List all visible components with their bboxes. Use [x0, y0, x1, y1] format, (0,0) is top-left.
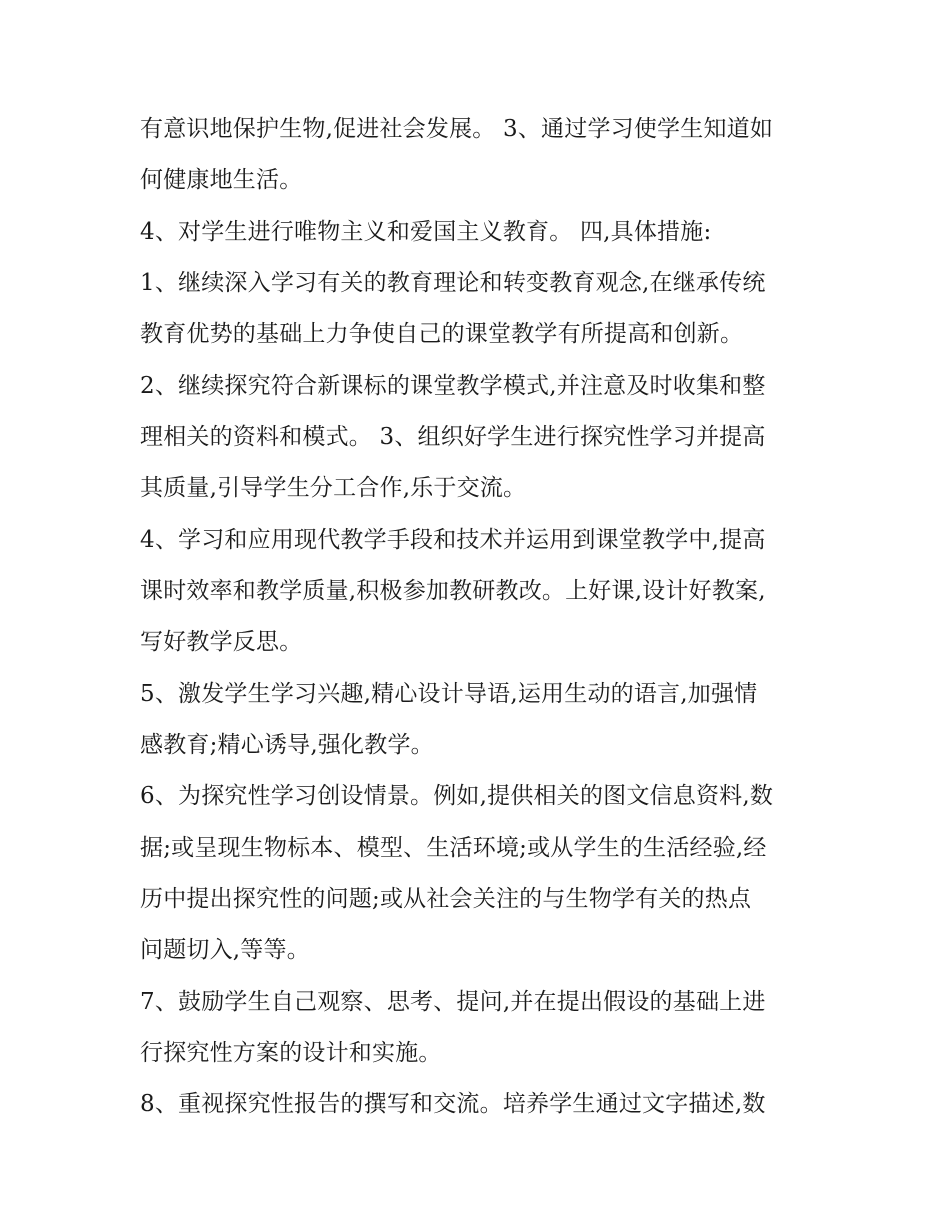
text-line: 感教育;精心诱导,强化教学。	[140, 732, 434, 758]
text-line: 1、继续深入学习有关的教育理论和转变教育观念,在继承传统	[140, 270, 766, 296]
text-line: 4、对学生进行唯物主义和爱国主义教育。 四,具体措施:	[140, 219, 712, 245]
text-line: 据;或呈现生物标本、模型、生活环境;或从学生的生活经验,经	[140, 835, 767, 861]
text-line: 何健康地生活。	[140, 167, 303, 193]
text-line: 其质量,引导学生分工合作,乐于交流。	[140, 475, 527, 501]
text-line: 理相关的资料和模式。 3、组织好学生进行探究性学习并提高	[140, 424, 766, 450]
text-line: 行探究性方案的设计和实施。	[140, 1040, 442, 1066]
text-line: 6、为探究性学习创设情景。例如,提供相关的图文信息资料,数	[140, 783, 774, 809]
text-line: 4、学习和应用现代教学手段和技术并运用到课堂教学中,提高	[140, 527, 766, 553]
text-line: 课时效率和教学质量,积极参加教研教改。上好课,设计好教案,	[140, 578, 766, 604]
text-line: 历中提出探究性的问题;或从社会关注的与生物学有关的热点	[140, 886, 752, 912]
text-line: 5、激发学生学习兴趣,精心设计导语,运用生动的语言,加强情	[140, 681, 758, 707]
text-line: 7、鼓励学生自己观察、思考、提问,并在提出假设的基础上进	[140, 989, 766, 1015]
text-line: 2、继续探究符合新课标的课堂教学模式,并注意及时收集和整	[140, 373, 766, 399]
text-line: 8、重视探究性报告的撰写和交流。培养学生通过文字描述,数	[140, 1091, 766, 1117]
text-line: 有意识地保护生物,促进社会发展。 3、通过学习使学生知道如	[140, 116, 774, 142]
text-line: 问题切入,等等。	[140, 937, 310, 963]
text-line: 写好教学反思。	[140, 629, 303, 655]
text-line: 教育优势的基础上力争使自己的课堂教学有所提高和创新。	[140, 321, 744, 347]
